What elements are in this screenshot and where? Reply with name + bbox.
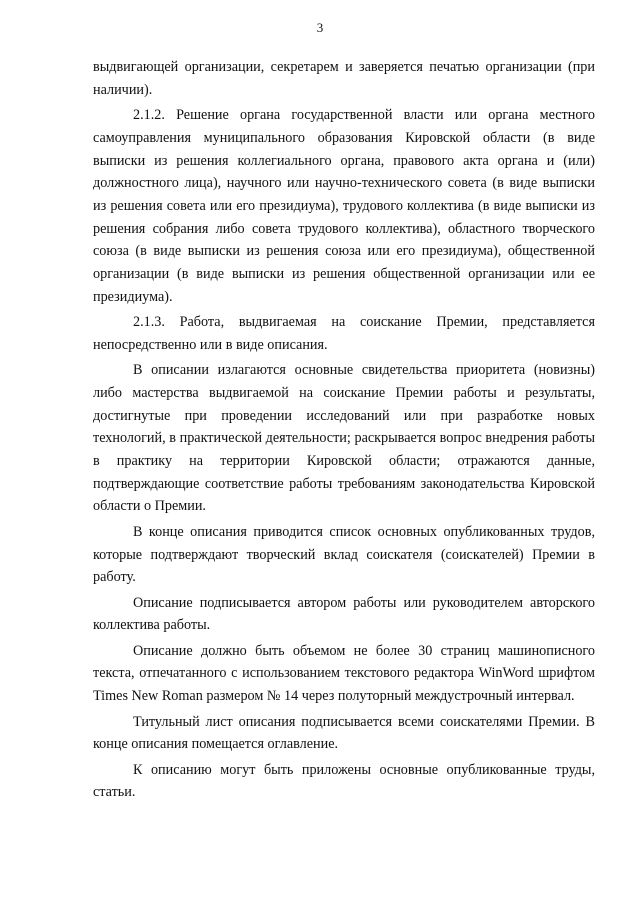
paragraph-publications-list: В конце описания приводится список основных опубликованных трудов, которые подтверждают творческий вклад соискателя (соискателей) Премии в работу. bbox=[93, 523, 595, 586]
paragraph-2-1-2: 2.1.2. Решение органа государственной власти или органа местного самоуправления муниципального образования Кировской области (в виде выписки из решения коллегиального органа, правового акта органа и (или) должностного лица), научного или научно-технического совета (в виде выписки из решения совета или его президиума), трудового коллектива (в виде выписки из решения собрания либо совета трудового коллектива), областного творческого союза (в виде выписки из решения союза или его президиума), общественной организации (в виде выписки из решения общественной организации или ее президиума). bbox=[93, 107, 595, 305]
paragraph-description-content: В описании излагаются основные свидетельства приоритета (новизны) либо мастерства выдвигаемой на соискание Премии работы и результаты, достигнутые при проведении исследований или при разработке новых технологий, в практической деятельности; раскрывается вопрос внедрения работы в практику на территории Кировской области; отражаются данные, подтверждающие соответствие работы требованиям законодательства Кировской области о Премии. bbox=[93, 362, 595, 515]
paragraph-continuation: выдвигающей организации, секретарем и заверяется печатью организации (при наличии). bbox=[93, 59, 595, 98]
paragraph-2-1-3: 2.1.3. Работа, выдвигаемая на соискание Премии, представляется непосредственно или в виде описания. bbox=[93, 314, 595, 353]
page-number: 3 bbox=[316, 20, 324, 35]
paragraph-attachments: К описанию могут быть приложены основные опубликованные труды, статьи. bbox=[93, 761, 595, 801]
paragraph-volume-requirements: Описание должно быть объемом не более 30 страниц машинописного текста, отпечатанного с использованием текстового редактора WinWord шрифтом Times New Roman размером № 14 через полуторный междустрочный интервал. bbox=[93, 642, 595, 705]
paragraph-title-page: Титульный лист описания подписывается всеми соискателями Премии. В конце описания помещается оглавление. bbox=[93, 713, 595, 753]
paragraph-signature: Описание подписывается автором работы или руководителем авторского коллектива работы. bbox=[93, 594, 595, 634]
document-body bbox=[93, 56, 595, 807]
